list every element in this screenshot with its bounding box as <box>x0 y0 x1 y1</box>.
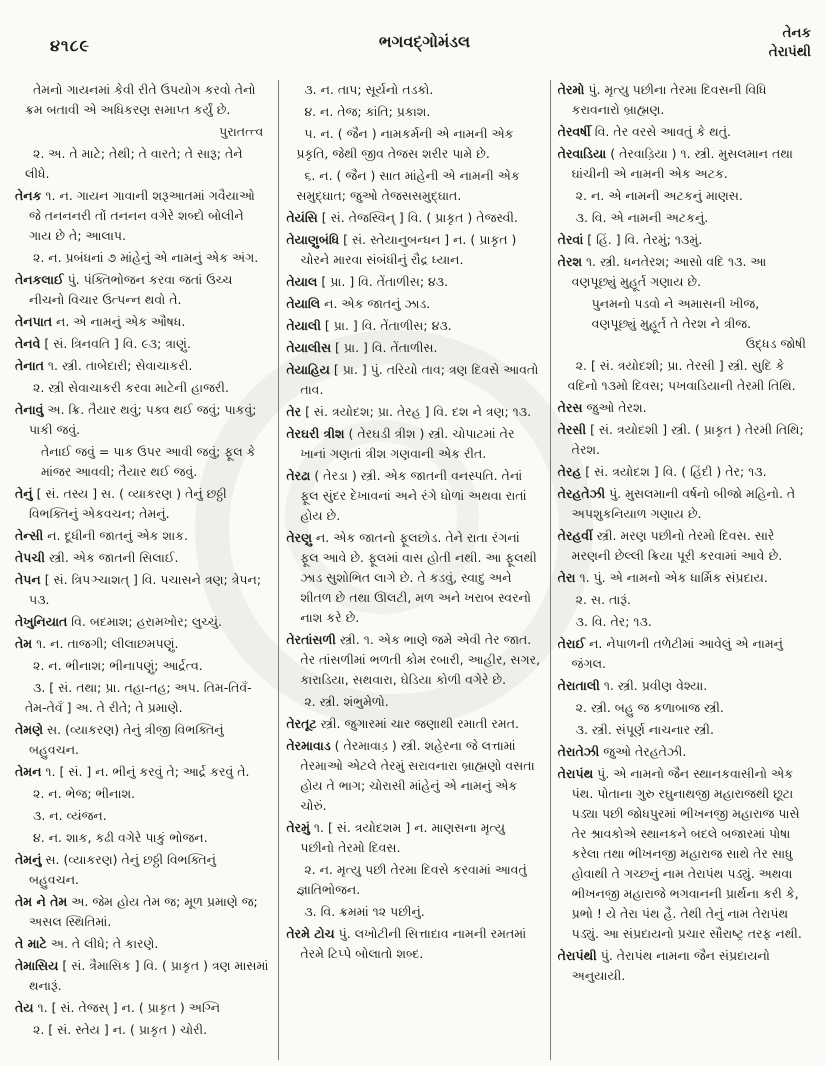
dictionary-entry: તેરાતેઝી જુઓ તેરહતેઝી. <box>557 744 687 759</box>
headword: તેમાસિય <box>15 958 59 973</box>
dictionary-entry: તેરવર્ષી વિ. તેર વરસે આવતું કે થતું. <box>557 124 731 139</box>
entry-sub: ૨. [ સં. ત્રયોદશી; પ્રા. તેરસી ] સ્ત્રી. સુદિ કે વદિનો ૧૩મો દિવસ; પખવાડિયાની તેરમી તિથિ. <box>567 358 796 393</box>
entry-sub: ૨. ન. એ નામની અટકનું માણસ. <box>575 188 743 203</box>
entry-sub: ૩. વિ. ક્રમમાં ૧૨ પછીનું. <box>304 904 425 919</box>
dictionary-entry: તેનાત ૧. સ્ત્રી. તાબેદારી; સેવાચાકરી. <box>15 358 193 373</box>
headword: તેયાહિય <box>286 362 330 377</box>
dictionary-entry: તેરમો પું. મૃત્યુ પછીના તેરમા દિવસની વિધિ કરાવનારો બ્રાહ્મણ. <box>557 82 767 117</box>
headword: તેરાપંથ <box>557 766 594 781</box>
dictionary-entry: તેરઘરી ત્રીશ ( તેરઘડી ત્રીશ ) સ્ત્રી. ચોપાટમાં તેર ખાનાં ગણતાં ત્રીશ ગણવાની એક રીત. <box>286 426 515 461</box>
headword: તેપન <box>15 572 41 587</box>
entry-sub: ૫. ન. ( જૈન ) નામકર્મની એ નામની એક પ્રકૃતિ, જેથી જીવ તેજસ શરીર પામે છે. <box>296 126 514 161</box>
page-number: ૪૧૮૯ <box>50 36 91 55</box>
dictionary-entry: તેરહ [ સં. ત્રયોદશ ] વિ. ( હિંદી ) તેર; ૧૩. <box>557 464 767 479</box>
dictionary-entry: તેયાલિ ન. એક જાતનું ઝાડ. <box>286 296 431 311</box>
headword: તેયાલિ <box>286 296 321 311</box>
headword: તેરવાડિયા <box>557 146 607 161</box>
page-title: ભગવદ્ગોમંડલ <box>378 32 471 51</box>
headword: તેરતાંસળી <box>286 632 336 647</box>
dictionary-entry: તેનપાત ન. એ નામનું એક ઔષધ. <box>15 314 186 329</box>
dictionary-entry: તેનવે [ સં. ત્રિનવતિ ] વિ. ૯૩; ત્રાણું. <box>15 336 191 351</box>
headword: તેરવાં <box>557 232 584 247</box>
column-1 <box>8 80 279 1060</box>
dictionary-entry: તેરમાવાડ ( તેરમાવાડ઼ ) સ્ત્રી. શહેરના જે લત્તામાં તેરમાઓ એટલે તેરમું સરાવનારા બ્રાહ્મણો વસતા હોય તે ભાગ; ચોરાસી માંહેનું એ નામનું એક ચોરું. <box>286 738 535 813</box>
dictionary-entry: તેપચી સ્ત્રી. એક જાતની સિલાઈ. <box>15 550 179 565</box>
dictionary-entry: તેરમે ટોચ પું. લખોટીની સિત્તાદાવ નામની રમતમાં તેરમે ટિપ્પે બોલાતો શબ્દ. <box>286 926 527 961</box>
headword: તેરાપંથી <box>557 948 597 963</box>
entry-sub: ૩. વિ. એ નામની અટકનું. <box>575 210 709 225</box>
entry-sub: ૩. ન. તાપ; સૂર્યનો તડકો. <box>304 82 434 97</box>
dictionary-entry: તેનકલાઈ પું. પંક્તિભોજન કરવા જતાં ઉચ્ચ નીચનો વિચાર ઉત્પન્ન થવો તે. <box>15 272 233 307</box>
dictionary-entry: તેમાસિય [ સં. ત્રૈમાસિક ] વિ. ( પ્રાકૃત ) ત્રણ માસમાં થનારૂં. <box>15 958 269 993</box>
headword: તેનકલાઈ <box>15 272 64 287</box>
headword: તેમ <box>15 636 33 651</box>
dictionary-entry: તેર [ સં. ત્રયોદશ; પ્રા. તેરહ ] વિ. દશ ને ત્રણ; ૧૩. <box>286 404 532 419</box>
dictionary-entry: તેરા ૧. પું. એ નામનો એક ધાર્મિક સંપ્રદાય. <box>557 570 768 585</box>
dictionary-entry: તેરાઈ ન. નેપાળની તળેટીમાં આવેલું એ નામનું જંગલ. <box>557 636 783 671</box>
headword: તેર <box>286 404 302 419</box>
dictionary-entry: તેરાતાલી ૧. સ્ત્રી. પ્રવીણ વેશ્યા. <box>557 678 708 693</box>
page-header <box>38 24 811 76</box>
dictionary-entry: તેખુનિયાત વિ. બદમાશ; હરામખોર; લુચ્ચું. <box>15 614 222 629</box>
dictionary-entry: તે માટે અ. તે લીધે; તે કારણે. <box>15 936 159 951</box>
entry-sub: ૨. સ. તારૂં. <box>575 592 631 607</box>
dictionary-entry: તેયાલી [ પ્રા. ] વિ. તેંતાળીસ; ૪૩. <box>286 318 452 333</box>
headword: તેનું <box>15 486 33 501</box>
column-2 <box>279 80 550 1060</box>
entry-sub: ૨. ન. મૃત્યુ પછી તેરમા દિવસે કરવામાં આવતું જ્ઞાતિભોજન. <box>296 862 527 897</box>
headword: તેરમાવાડ <box>286 738 331 753</box>
dictionary-entry: તેરતૂટ સ્ત્રી. જુગારમાં ચાર જણાથી રમાતી રમત. <box>286 716 519 731</box>
headword: તેખુનિયાત <box>15 614 68 629</box>
entry-sub: ૨. અ. તે માટે; તેથી; તે વારતે; તે સારૂ; તેને લીધે. <box>25 146 243 181</box>
headword: તેરતૂટ <box>286 716 317 731</box>
headword: તેનાવું <box>15 402 44 417</box>
dictionary-entry: તેરતાંસળી સ્ત્રી. ૧. એક ભાણે જમે એવી તેર જાત. તેર તાંસળીમાં ભળતી કોમ રબારી, આહીર, સગર, કારાડિયા, સથવારા, ઘેડિયા કોળી વગેરે છે. <box>286 632 541 687</box>
dictionary-entry: તેનું [ સં. તસ્ય ] સ. ( વ્યાકરણ ) તેનું છઠ્ઠી વિભક્તિનું એકવચન; તેમનું. <box>15 486 227 521</box>
headword: તેરઢા <box>286 468 311 483</box>
headword: તેયાલ <box>286 274 318 289</box>
headword: તેમ ને તેમ <box>15 894 68 909</box>
dictionary-entry: તેરમું ૧. [ સં. ત્રયોદશમ ] ન. માણસના મૃત્યુ પછીનો તેરમો દિવસ. <box>286 820 506 855</box>
headword: તેરમું <box>286 820 310 835</box>
guide-word-last: તેરાપંથી <box>768 44 811 60</box>
headword: તેયાલીસ <box>286 340 332 355</box>
headword: તેનપાત <box>15 314 53 329</box>
entry-sub: ૪. ન. શાક, કઢી વગેરે પાકું ભોજન. <box>33 830 208 845</box>
dictionary-entry: તેરસ જુઓ તેરશ. <box>557 400 647 415</box>
dictionary-entry: તેનાવું અ. ક્રિ. તૈયાર થવું; પક્વ થઈ જવું; પાકવું; પાકી જવું. <box>15 402 257 437</box>
headword: તેય <box>15 1000 34 1015</box>
headword: તેનાત <box>15 358 44 373</box>
headword: તેમનું <box>15 852 42 867</box>
entry-sub: ૪. ન. તેજ; કાંતિ; પ્રકાશ. <box>304 104 431 119</box>
headword: તેપચી <box>15 550 45 565</box>
headword: તેરા <box>557 570 576 585</box>
dictionary-entry: તેયાહિય [ પ્રા. ] પું. તરિયો તાવ; ત્રણ દિવસે આવતો તાવ. <box>286 362 539 397</box>
headword: તેરમે ટોચ <box>286 926 335 941</box>
headword: તેરહ <box>557 464 582 479</box>
entry-sub: ૨. સ્ત્રી સેવાચાકરી કરવા માટેની હાજરી. <box>33 380 229 395</box>
text-columns <box>8 80 821 1060</box>
headword: તેરશ <box>557 254 583 269</box>
entry-idiom: તેનાઈ જવું = પાક ઉપર આવી જવું; ફૂલ કે માંજર આવવી; તૈયાર થઈ જવું. <box>41 444 256 479</box>
headword: તેરવર્ષી <box>557 124 591 139</box>
entry-verse: વણપૂછ્યું મુહૂર્ત તે તેરશ ને ત્રીજ. <box>591 316 752 331</box>
dictionary-entry: તેયંસિ [ સં. તેજસ્વિન્ ] વિ. ( પ્રાકૃત ) તેજસ્વી. <box>286 210 518 225</box>
headword: તેરઘરી ત્રીશ <box>286 426 345 441</box>
column-3 <box>551 80 821 1060</box>
entry-sub: ૨. ન. પ્રબંધનાં ૭ માંહેનું એ નામનું એક અંગ. <box>33 250 259 265</box>
dictionary-entry: તેરઢા ( તેરડા ) સ્ત્રી. એક જાતની વનસ્પતિ. તેનાં ફૂલ સુંદર દેખાવનાં અને રંગે ધોળાં અથવા રાતાં હોય છે. <box>286 468 527 523</box>
dictionary-entry: તેયાલ [ પ્રા. ] વિ. તેંતાળીસ; ૪૩. <box>286 274 449 289</box>
headword: તેરહવીં <box>557 528 593 543</box>
dictionary-entry: તેયાણુબંધિ [ સં. સ્તેયાનુબન્ધન ] ન. ( પ્રાકૃત ) ચોરને મારવા સંબંધીનું રૌદ્ર ધ્યાન. <box>286 232 517 267</box>
headword: તેરસ <box>557 400 583 415</box>
entry-sub: ૩. સ્ત્રી. સંપૂર્ણ નાચનાર સ્ત્રી. <box>575 722 714 737</box>
headword: તેરણુ <box>286 530 312 545</box>
entry-sub: ૨. સ્ત્રી. બહુ જ કળાબાજ સ્ત્રી. <box>575 700 724 715</box>
dictionary-entry: તેરવાડિયા ( તેરવાડ઼િયા ) ૧. સ્ત્રી. મુસલમાન તથા ઘાંચીની એ નામની એક અટક. <box>557 146 793 181</box>
dictionary-entry: તેનક ૧. ન. ગાયન ગાવાની શરૂઆતમાં ગવૈયાઓ જે તનનનરી તોં તનનન વગેરે શબ્દો બોલીને ગાય છે તે; આલાપ. <box>15 188 255 243</box>
dictionary-entry: તેન્સી ન. દૂધીની જાતનું એક શાક. <box>15 528 188 543</box>
headword: તેરાતાલી <box>557 678 600 693</box>
entry-verse: પુનમનો પડવો ને અમાસની ખીજ, <box>591 296 760 311</box>
dictionary-entry: તેરહતેઝી પું. મુસલમાની વર્ષનો બીજો મહિનો. તે અપશુકનિયાળ ગણાય છે. <box>557 486 796 521</box>
headword: તે માટે <box>15 936 47 951</box>
dictionary-entry: તેમન ૧. [ સં. ] ન. ભીનું કરવું તે; આર્દ્ર કરવું તે. <box>15 764 250 779</box>
entry-right: પુરાતત્ત્વ <box>219 124 264 139</box>
dictionary-entry: તેમ ૧. ન. તાજગી; લીલાછમપણું. <box>15 636 179 651</box>
dictionary-entry: તેરશ ૧. સ્ત્રી. ધનતેરશ; આસો વદિ ૧૩. આ વણપૂછ્યું મુહૂર્ત ગણાય છે. <box>557 254 767 289</box>
headword: તેનવે <box>15 336 41 351</box>
headword: તેયાલી <box>286 318 321 333</box>
dictionary-entry: તેરહવીં સ્ત્રી. મરણ પછીનો તેરમો દિવસ. સારે મરણની છેલ્લી ક્રિયા પૂરી કરવામાં આવે છે. <box>557 528 783 563</box>
entry-sub: ૨. [ સં. સ્તેય ] ન. ( પ્રાકૃત ) ચોરી. <box>33 1022 208 1037</box>
dictionary-entry: તેમણે સ. (વ્યાકરણ) તેનું ત્રીજી વિભક્તિનું બહુવચન. <box>15 722 224 757</box>
headword: તેરાઈ <box>557 636 586 651</box>
dictionary-entry: તેરણુ ન. એક જાતનો ફૂલછોડ. તેને રાતા રંગનાં ફૂલ આવે છે. ફૂલમાં વાસ હોતી નથી. આ ફૂલથી ઝાડ સુશોભિત લાગે છે. તે કડવું, સ્વાદુ અને શીતળ છે તથા ઊલટી, મળ અને ખરાબ સ્વરનો નાશ કરે છે. <box>286 530 537 625</box>
dictionary-entry: તેરવાં [ હિં. ] વિ. તેરમું; ૧૩મું. <box>557 232 703 247</box>
dictionary-entry: તેરાપંથ પું. એ નામનો જૈન સ્થાનકવાસીનો એક પંથ. પોતાના ગુરુ રઘુનાથજી મહારાજથી છૂટા પડ્યા પછી જોધપુરમાં ભીખનજી મહારાજ પાસે તેર શ્રાવકોએ સ્થાનકને બદલે બજારમાં પોષા કરેલા તથા ભીખનજી મહારાજ સાથે તેર સાધુ હોવાથી તે ગચ્છનું નામ તેરાપંથ પડ્યું. અથવા ભીખનજી મહારાજે ભગવાનની પ્રાર્થના કરી કે, પ્રભો ! યે તેરા પંથ હૈ. તેથી તેનું નામ તેરાપંથ પડ્યું. આ સંપ્રદાયનો પ્રચાર સૌરાષ્ટ્ર તરફ નથી. <box>557 766 802 941</box>
guide-word-first: તેનક <box>782 25 811 41</box>
headword: તેનક <box>15 188 42 203</box>
headword: તેમણે <box>15 722 44 737</box>
entry-right: ઉદ્ધડ જોષી <box>745 336 806 351</box>
headword: તેરાતેઝી <box>557 744 600 759</box>
dictionary-entry: તેપન [ સં. ત્રિપઞ્ચાશત્ ] વિ. પચાસને ત્રણ; ત્રેપન; ૫૩. <box>15 572 262 607</box>
guide-words <box>769 24 811 62</box>
headword: તેમન <box>15 764 42 779</box>
headword: તેયાણુબંધિ <box>286 232 340 247</box>
entry-sub: ૨. સ્ત્રી. શંભુમેળો. <box>304 694 389 709</box>
dictionary-entry: તેય ૧. [ સં. તેજસ્ ] ન. ( પ્રાકૃત ) અગ્નિ <box>15 1000 221 1015</box>
headword: તેરમો <box>557 82 585 97</box>
dictionary-entry: તેયાલીસ [ પ્રા. ] વિ. તેંતાળીસ. <box>286 340 438 355</box>
headword: તેરસી <box>557 422 587 437</box>
headword: તેન્સી <box>15 528 44 543</box>
headword: તેરહતેઝી <box>557 486 606 501</box>
dictionary-entry: તેમનું સ. (વ્યાકરણ) તેનું છઠ્ઠી વિભક્તિનું બહુવચન. <box>15 852 216 887</box>
dictionary-entry: તેરસી [ સં. ત્રયોદશી ] સ્ત્રી. ( પ્રાકૃત ) તેરમી તિથિ; તેરશ. <box>557 422 804 457</box>
entry-sub: ૩. ન. વ્યંજન. <box>33 808 107 823</box>
dictionary-entry: તેરાપંથી પું. તેરાપંથ નામના જૈન સંપ્રદાયનો અનુયાયી. <box>557 948 770 983</box>
headword: તેયંસિ <box>286 210 318 225</box>
entry-sub: ૨. ન. ભીનાશ; ભીનાપણું; આર્દ્રત્વ. <box>33 658 203 673</box>
entry-sub: ૬. ન. ( જૈન ) સાત માંહેની એ નામની એક સમુદ્ઘાત; જુઓ તેજસસમુદ્ઘાત. <box>296 168 520 203</box>
entry-sub: ૩. [ સં. તથા; પ્રા. તહા-તહ; અપ. તિમ-તિવઁ-તેમ-તેવઁ ] અ. તે રીતે; તે પ્રમાણે. <box>25 680 252 715</box>
entry-sub: ૨. ન. ભેજ; ભીનાશ. <box>33 786 136 801</box>
dictionary-entry: તેમ ને તેમ અ. જેમ હોય તેમ જ; મૂળ પ્રમાણે જ; અસલ સ્થિતિમાં. <box>15 894 258 929</box>
entry-plain: તેમનો ગાયનમાં કેવી રીતે ઉપયોગ કરવો તેનો ક્રમ બતાવી એ અધિકરણ સમાપ્ત કર્યું છે. <box>25 82 256 117</box>
entry-sub: ૩. વિ. તેર; ૧૩. <box>575 614 652 629</box>
